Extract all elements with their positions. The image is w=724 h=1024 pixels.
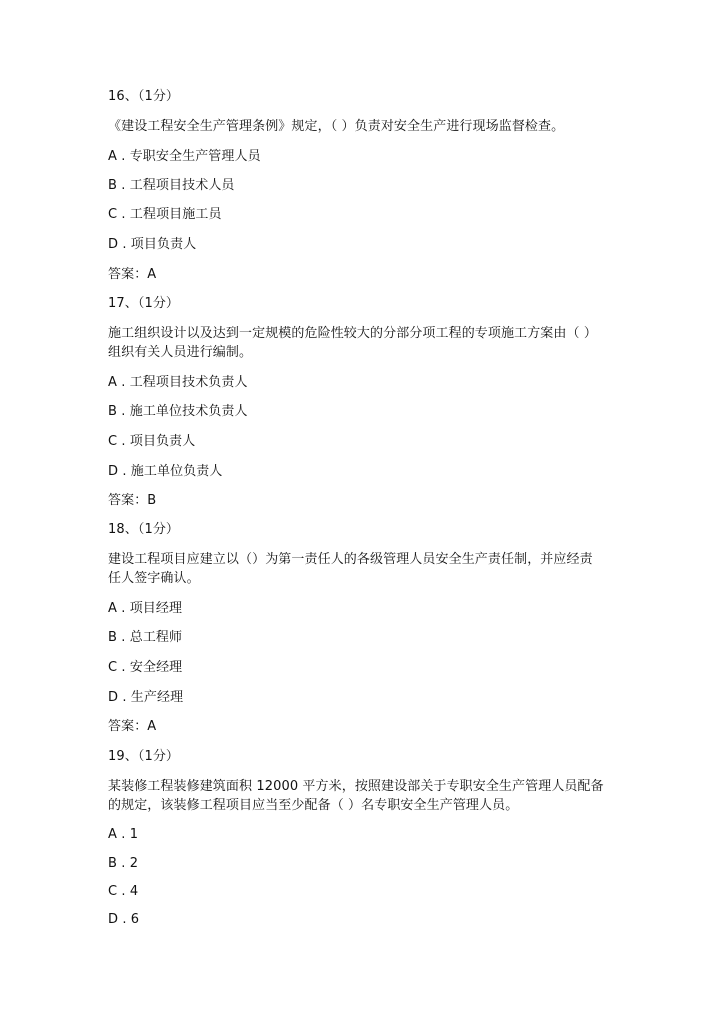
question-16-option-d: D . 项目负责人 — [108, 237, 197, 252]
question-19-stem-line-1: 某装修工程装修建筑面积 12000 平方米，按照建设部关于专职安全生产管理人员配备 — [108, 779, 604, 794]
question-16-option-c: C . 工程项目施工员 — [108, 207, 222, 222]
question-18-option-a: A . 项目经理 — [108, 601, 183, 616]
question-17-option-b: B . 施工单位技术负责人 — [108, 404, 248, 419]
question-17-answer: 答案：B — [108, 493, 157, 508]
question-19-option-b: B . 2 — [108, 856, 139, 871]
question-17-option-a: A . 工程项目技术负责人 — [108, 375, 248, 390]
question-16-option-b: B . 工程项目技术人员 — [108, 178, 235, 193]
question-18-option-d: D . 生产经理 — [108, 690, 184, 705]
question-19-option-d: D . 6 — [108, 912, 140, 927]
question-19-header: 19、（1分） — [108, 749, 180, 764]
question-17-stem-line-2: 组织有关人员进行编制。 — [108, 345, 253, 360]
question-18-header: 18、（1分） — [108, 522, 180, 537]
question-18-option-b: B . 总工程师 — [108, 630, 183, 645]
question-18-answer: 答案：A — [108, 719, 157, 734]
question-17-stem-line-1: 施工组织设计以及达到一定规模的危险性较大的分部分项工程的专项施工方案由（ ） — [108, 326, 597, 341]
question-18-option-c: C . 安全经理 — [108, 660, 183, 675]
question-18-stem-line-1: 建设工程项目应建立以（）为第一责任人的各级管理人员安全生产责任制，并应经责 — [108, 552, 593, 567]
question-19-stem-line-2: 的规定，该装修工程项目应当至少配备（ ）名专职安全生产管理人员。 — [108, 798, 519, 813]
question-17-header: 17、（1分） — [108, 296, 180, 311]
question-16-option-a: A . 专职安全生产管理人员 — [108, 149, 261, 164]
question-19-option-a: A . 1 — [108, 827, 139, 842]
question-19-option-c: C . 4 — [108, 884, 139, 899]
question-17-option-c: C . 项目负责人 — [108, 434, 196, 449]
question-16-stem: 《建设工程安全生产管理条例》规定，（ ）负责对安全生产进行现场监督检查。 — [108, 119, 565, 134]
question-16-header: 16、（1分） — [108, 89, 180, 104]
question-18-stem-line-2: 任人签字确认。 — [108, 571, 200, 586]
question-16-answer: 答案：A — [108, 267, 157, 282]
question-17-option-d: D . 施工单位负责人 — [108, 464, 223, 479]
